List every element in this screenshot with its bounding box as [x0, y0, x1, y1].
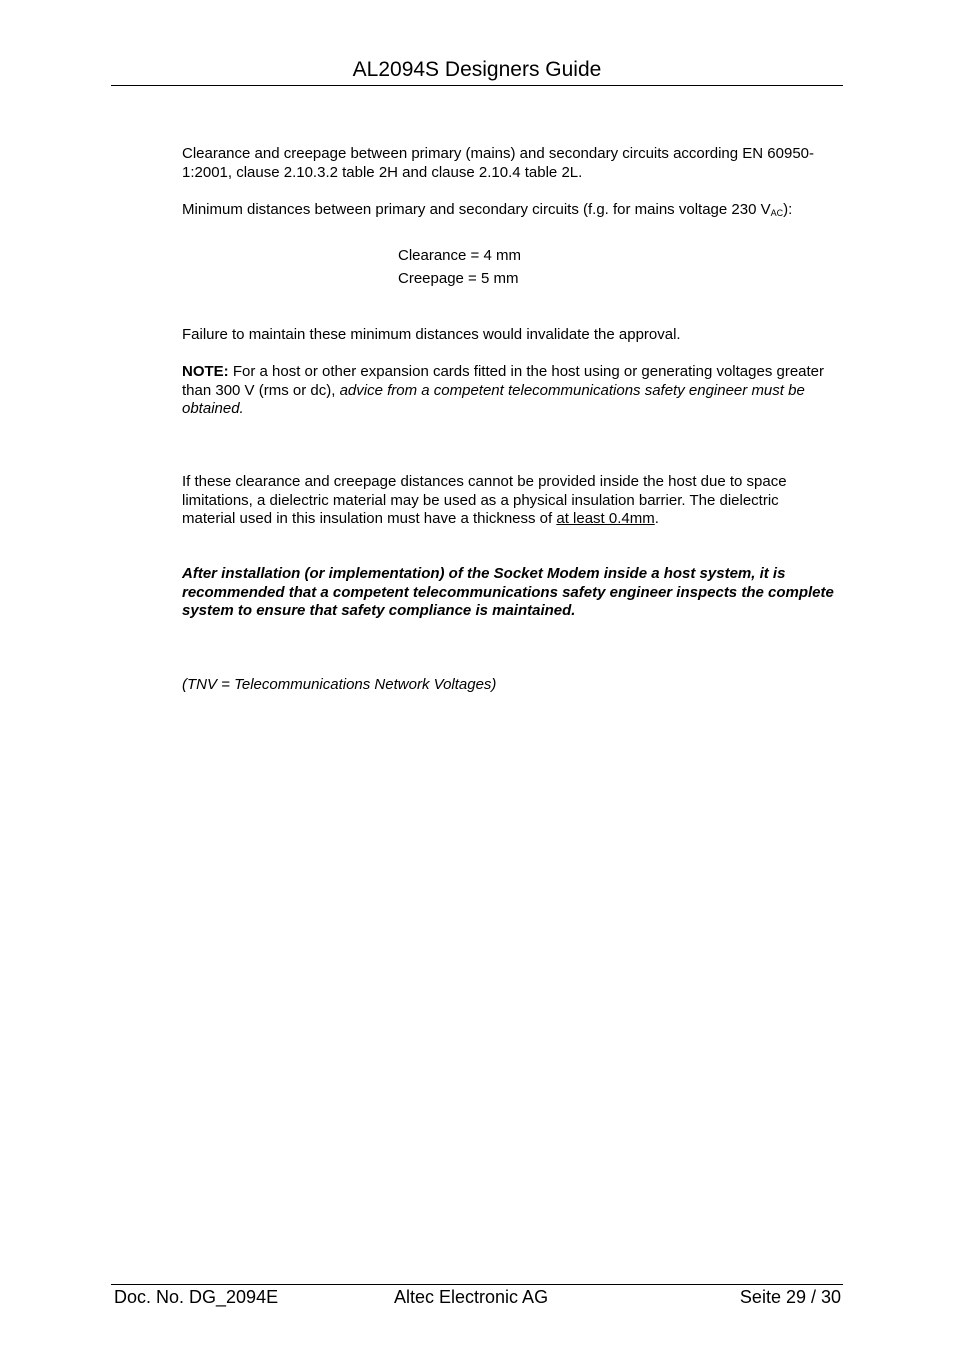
ac-subscript: AC [770, 208, 784, 218]
dielectric-end: . [654, 510, 659, 527]
dielectric-paragraph [182, 473, 834, 529]
footer-page-number: Seite 29 / 30 [739, 1287, 841, 1307]
header-divider [111, 85, 843, 86]
clearance-value: Clearance = 4 mm [398, 247, 521, 264]
note-paragraph [182, 363, 832, 419]
minimum-distances-end: ): [783, 201, 793, 218]
installation-warning-paragraph: After installation (or implementation) of the Socket Modem inside a host system, it is recommended that a competent telecommunications safety engineer inspects the complete system to ensure that safety compliance is maintained. [182, 565, 834, 619]
note-label: NOTE: [182, 363, 229, 380]
note-text: For a host or other expansion cards fitted in the host using or generating voltages greater than 300 V (rms or dc), [182, 363, 825, 399]
creepage-value: Creepage = 5 mm [398, 270, 519, 287]
dielectric-text: If these clearance and creepage distances cannot be provided inside the host due to space limitations, a dielectric material may be used as a physical insulation barrier. The dielectric material used in this insulation must have a thickness of [182, 473, 787, 527]
footer-doc-number: Doc. No. DG_2094E [114, 1287, 279, 1307]
footer-company: Altec Electronic AG [394, 1287, 549, 1307]
minimum-distances-paragraph [182, 201, 882, 223]
note-italic-text: advice from a competent telecommunications safety engineer must be obtained. [182, 381, 805, 417]
page-header-title: AL2094S Designers Guide [352, 58, 602, 81]
footer-divider [111, 1284, 843, 1285]
clearance-intro-paragraph: Clearance and creepage between primary (mains) and secondary circuits according EN 60950-1:2001, clause 2.10.3.2 table 2H and clause 2.10.4 table 2L. [182, 145, 814, 181]
tnv-definition: (TNV = Telecommunications Network Voltages) [182, 676, 497, 693]
failure-paragraph: Failure to maintain these minimum distances would invalidate the approval. [182, 326, 681, 343]
thickness-underline: at least 0.4mm [556, 510, 655, 527]
minimum-distances-text: Minimum distances between primary and secondary circuits (f.g. for mains voltage 230 V [182, 201, 771, 218]
